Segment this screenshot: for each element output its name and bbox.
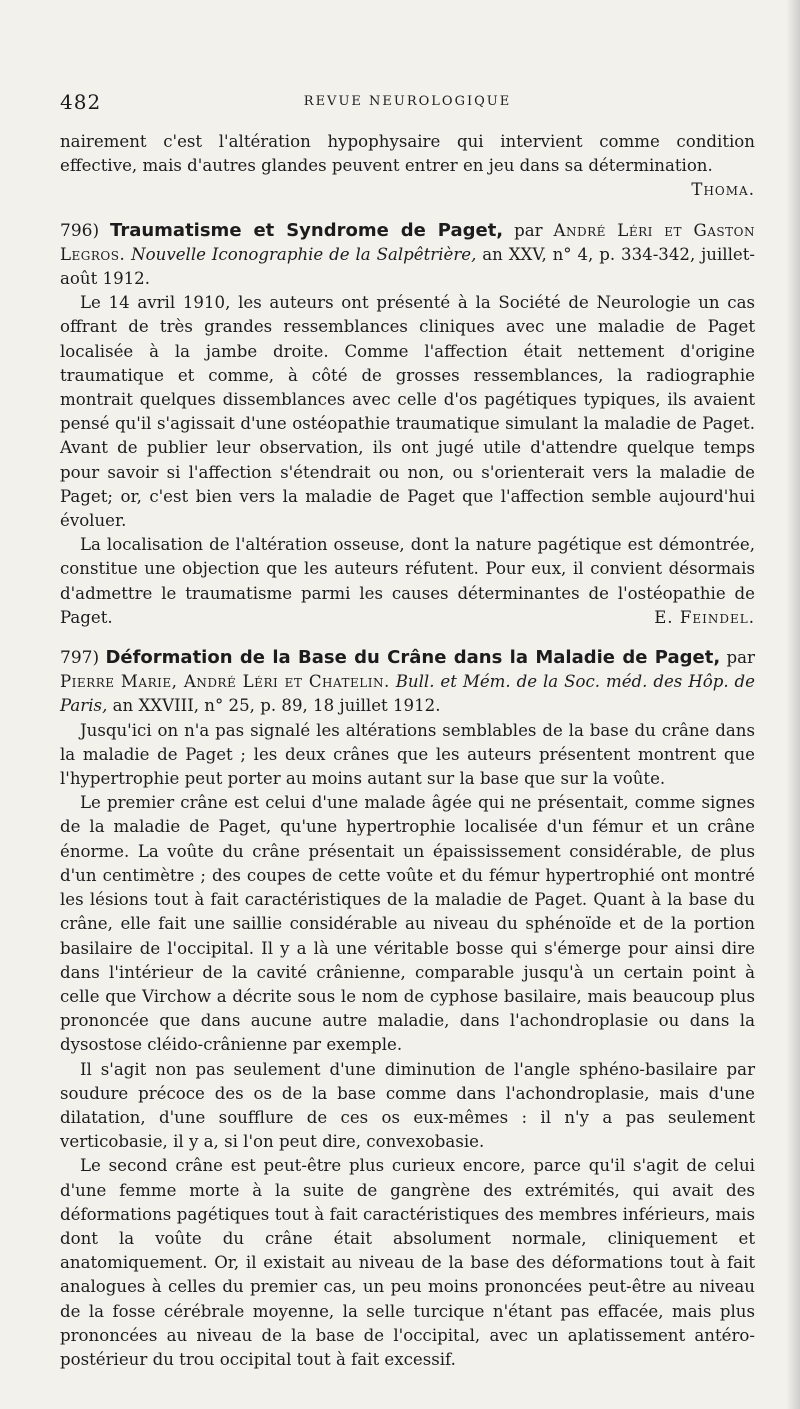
paragraph-text: La localisation de l'altération osseuse, dont la nature pagétique est démontrée, constitue une objection que les auteurs réfutent. Pour eux, il convient désormais d'admettre le traumatisme parmi les causes déterminantes de l'ostéopathie de Paget. <box>60 535 755 627</box>
entry-797-paragraph-1: Jusqu'ici on n'a pas signalé les altérations semblables de la base du crâne dans la maladie de Paget ; les deux crânes que les auteurs présentent montrent que l'hypertrophie peut porter au moins autant sur la base que sur la voûte. <box>60 720 755 789</box>
signature-thoma: Thoma. <box>691 180 755 200</box>
page-header <box>60 90 755 120</box>
entry-797-paragraph-4: Le second crâne est peut-être plus curieux encore, parce qu'il s'agit de celui d'une femme morte à la suite de gangrène des extrémités, qui avait des déformations pagétiques tout à fait caractéristiques des membres inférieurs, mais dont la voûte du crâne était absolument normale, cliniquement et anatomiquement. Or, il existait au niveau de la base des déformations tout à fait analogues à celles du premier cas, un peu moins prononcées peut-être au niveau de la fosse cérébrale moyenne, la selle turcique n'étant pas effacée, mais plus prononcées au niveau de la base de l'occipital, avec un aplatissement antéro-postérieur du trou occipital tout à fait excessif. <box>60 1156 755 1369</box>
entry-authors: Pierre Marie, André Léri et Chatelin. <box>60 672 390 692</box>
entry-796-paragraph-1: Le 14 avril 1910, les auteurs ont présenté à la Société de Neurologie un cas offrant de très grandes ressemblances cliniques avec une maladie de Paget localisée à la jambe droite. Comme l'affection était nettement d'origine traumatique et comme, à côté de grosses ressemblances, la radiographie montrait quelques dissemblances avec celle d'os pagétiques typiques, ils avaient pensé qu'il s'agissait d'une ostéopathie traumatique simulant la maladie de Paget. Avant de publier leur observation, ils ont jugé utile d'attendre quelque temps pour savoir si l'affection s'étendrait ou non, ou s'orienterait vers la maladie de Paget; or, c'est bien vers la maladie de Paget que l'affection semble aujourd'hui évoluer. <box>60 293 755 531</box>
entry-number: 796) <box>60 220 100 241</box>
entry-details: an XXV, n° 4, p. 334-342, juillet-août 1912. <box>60 244 755 289</box>
running-head: REVUE NEUROLOGIQUE <box>303 94 512 109</box>
entry-797 <box>60 646 755 1372</box>
citation-par: par <box>720 648 755 668</box>
entry-796 <box>60 219 755 630</box>
signature-feindel: E. Feindel. <box>654 607 755 627</box>
entry-authors: André Léri et Gaston Legros. <box>60 220 755 264</box>
entry-797-heading <box>60 646 755 719</box>
entry-details: an XXVIII, n° 25, p. 89, 18 juillet 1912. <box>107 696 441 716</box>
entry-796-paragraph-2 <box>60 533 755 630</box>
continued-paragraph: nairement c'est l'altération hypophysaire qui intervient comme condition effective, mais d'autres glandes peuvent entrer en jeu dans sa détermination. <box>60 132 755 176</box>
body-text <box>60 130 755 1372</box>
entry-journal: Bull. et Mém. de la Soc. méd. des Hôp. de Paris, <box>60 672 755 716</box>
entry-journal: Nouvelle Iconographie de la Salpêtrière, <box>125 244 477 264</box>
entry-title: Traumatisme et Syndrome de Paget, <box>110 219 504 241</box>
entry-797-paragraph-2: Le premier crâne est celui d'une malade âgée qui ne présentait, comme signes de la maladie de Paget, qu'une hypertrophie localisée d'un fémur et un crâne énorme. La voûte du crâne présentait un épaississement considérable, de plus d'un centimètre ; des coupes de cette voûte et du fémur hypertrophié ont montré les lésions tout à fait caractéristiques de la maladie de Paget. Quant à la base du crâne, elle fait une saillie considérable au niveau du sphénoïde et de la portion basilaire de l'occipital. Il y a là une véritable bosse qui s'émerge pour ainsi dire dans l'intérieur de la cavité crânienne, comparable jusqu'à un certain point à celle que Virchow a décrite sous le nom de cyphose basilaire, mais beaucoup plus prononcée que dans aucune autre maladie, dans l'achondroplasie ou dans la dysostose cléido-crânienne par exemple. <box>60 793 755 1055</box>
page-number: 482 <box>60 90 102 114</box>
entry-797-paragraph-3: Il s'agit non pas seulement d'une diminution de l'angle sphéno-basilaire par soudure précoce des os de la base comme dans l'achondroplasie, mais d'une dilatation, d'une soufflure de ces os eux-mêmes : il n'y a pas seulement verticobasie, il y a, si l'on peut dire, convexobasie. <box>60 1059 755 1152</box>
entry-title: Déformation de la Base du Crâne dans la Maladie de Paget, <box>105 647 721 669</box>
entry-796-heading <box>60 219 755 292</box>
page-edge-shadow <box>786 0 800 1409</box>
entry-number: 797) <box>60 648 100 669</box>
citation-par: par <box>503 220 554 240</box>
